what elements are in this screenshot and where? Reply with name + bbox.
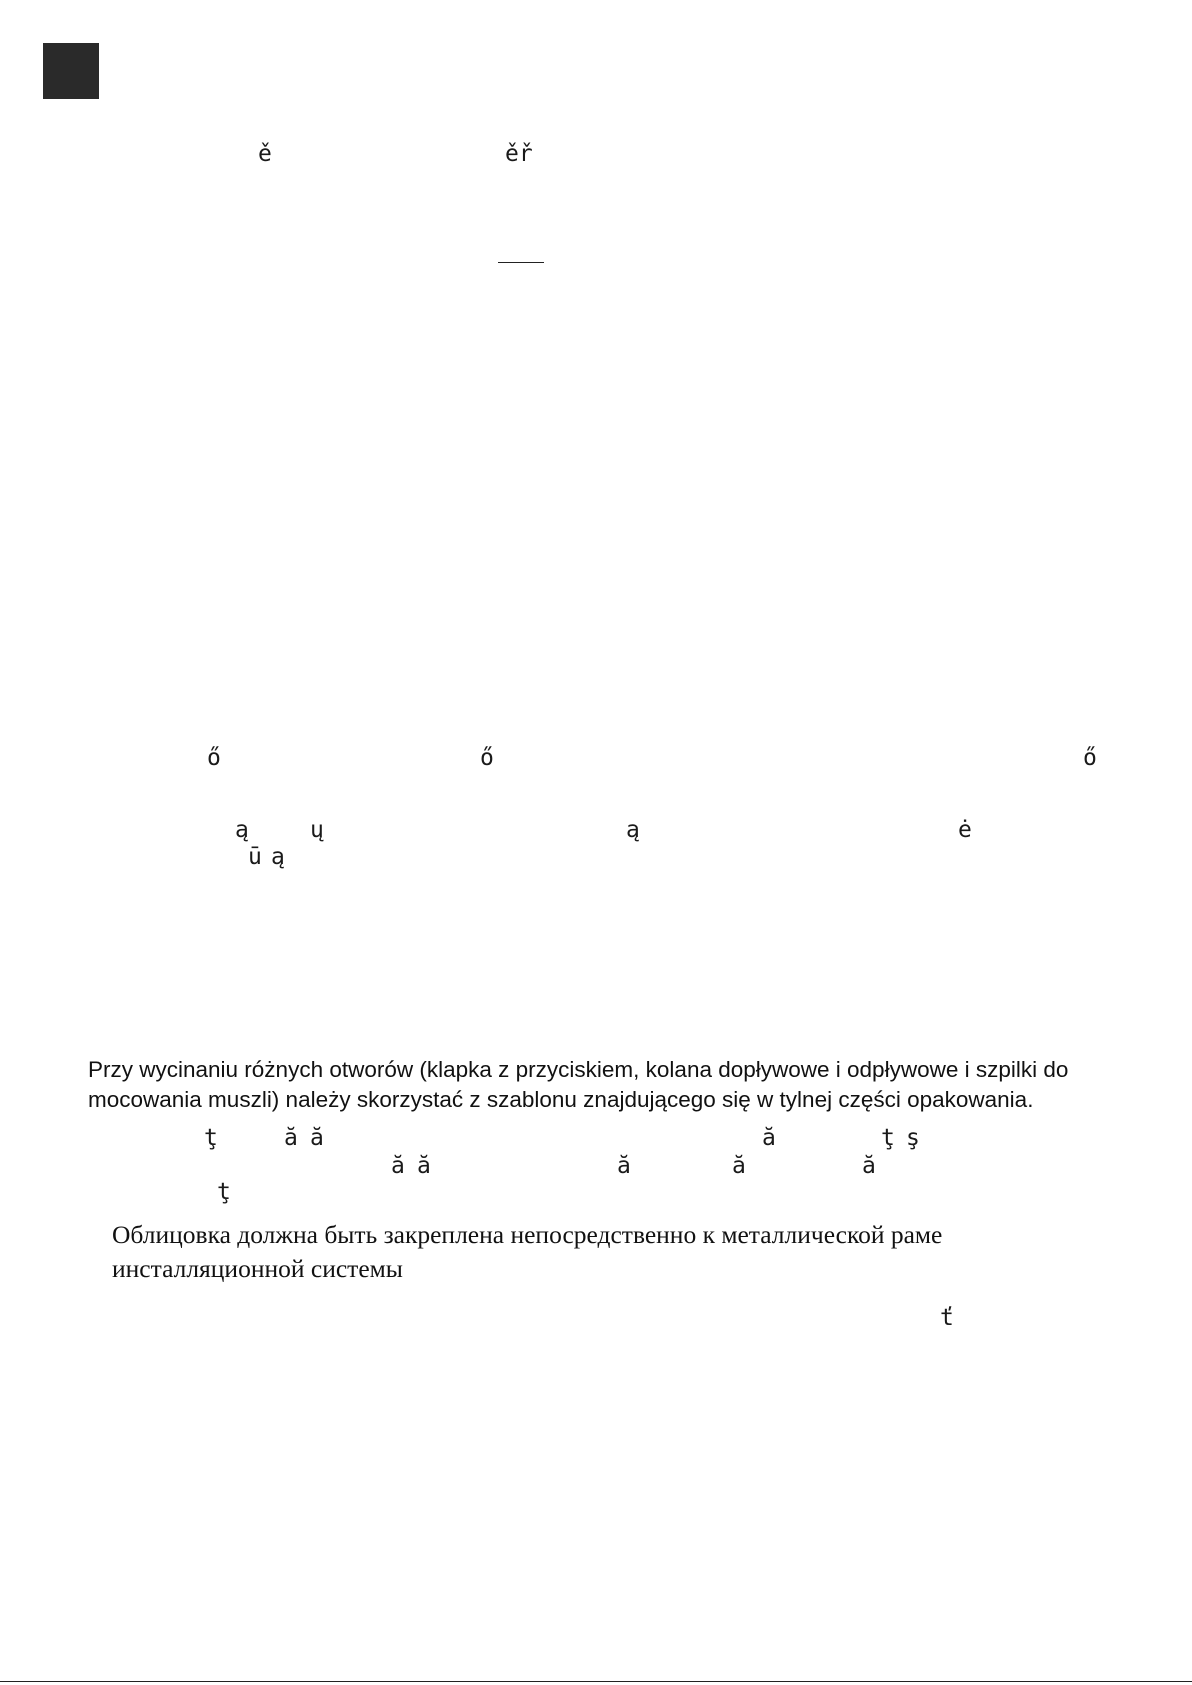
- lithuanian-fragment-4: ė: [958, 817, 972, 843]
- romanian-fragment-2: ă: [284, 1125, 298, 1151]
- russian-line-1: Облицовка должна быть закреплена непосредственно к металлической раме: [112, 1220, 943, 1249]
- lithuanian-fragment-6: ą: [271, 844, 285, 870]
- slovak-fragment-1: ť: [940, 1305, 954, 1331]
- polish-line-1: Przy wycinaniu różnych otworów (klapka z przyciskiem, kolana dopływowe i odpływowe i szpilki do: [88, 1057, 1069, 1082]
- hungarian-fragment-2: ő: [480, 745, 494, 771]
- lithuanian-fragment-1: ą: [235, 817, 249, 843]
- russian-paragraph: [112, 1218, 942, 1286]
- romanian-fragment-9: ă: [617, 1153, 631, 1179]
- bottom-rule: [0, 1681, 1192, 1682]
- romanian-fragment-6: ş: [906, 1125, 920, 1151]
- romanian-fragment-1: ţ: [204, 1125, 218, 1151]
- page-number-badge: [43, 43, 99, 99]
- russian-line-2: инсталляционной системы: [112, 1254, 403, 1283]
- romanian-fragment-10: ă: [732, 1153, 746, 1179]
- polish-line-2: mocowania muszli) należy skorzystać z szablonu znajdującego się w tylnej części opakowania.: [88, 1087, 1034, 1112]
- romanian-fragment-7: ă: [391, 1153, 405, 1179]
- lithuanian-fragment-3: ą: [626, 817, 640, 843]
- hungarian-fragment-3: ő: [1083, 745, 1097, 771]
- lithuanian-fragment-2: ų: [310, 817, 324, 843]
- romanian-fragment-5: ţ: [881, 1125, 895, 1151]
- short-rule: [498, 262, 544, 263]
- romanian-fragment-12: ţ: [217, 1179, 231, 1205]
- romanian-fragment-11: ă: [862, 1153, 876, 1179]
- czech-fragment-2: ěř: [505, 141, 533, 167]
- czech-fragment-1: ě: [258, 141, 272, 167]
- lithuanian-fragment-5: ū: [248, 844, 262, 870]
- romanian-fragment-3: ă: [310, 1125, 324, 1151]
- hungarian-fragment-1: ő: [207, 745, 221, 771]
- polish-paragraph: [88, 1055, 1068, 1115]
- romanian-fragment-8: ă: [417, 1153, 431, 1179]
- romanian-fragment-4: ă: [762, 1125, 776, 1151]
